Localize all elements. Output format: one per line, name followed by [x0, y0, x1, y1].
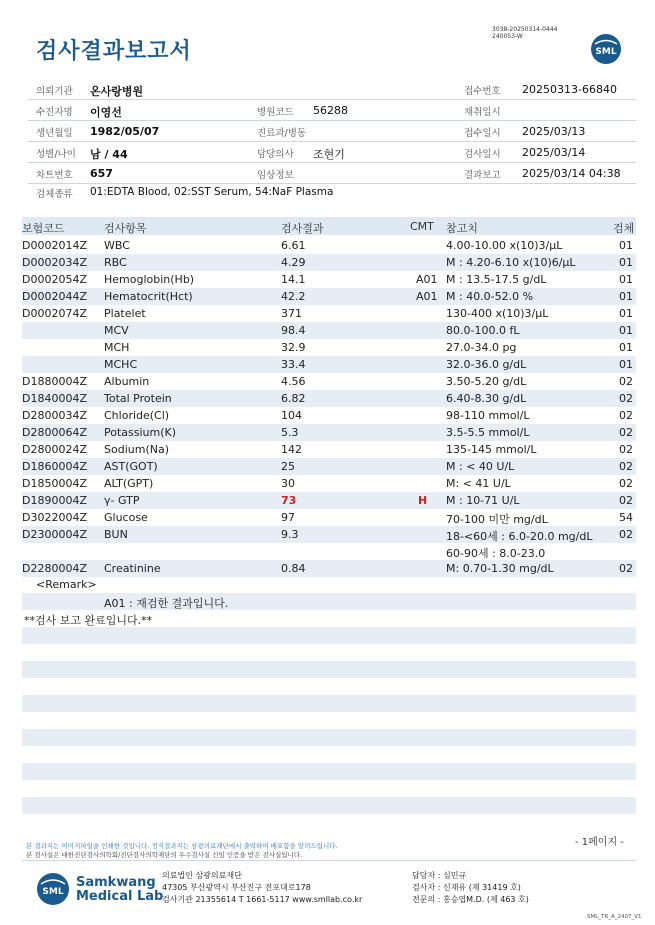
footer-divider: [22, 860, 636, 861]
report-date-label: 결과보고: [464, 170, 501, 181]
cell-reference: M : < 40 U/L: [446, 460, 515, 473]
cell-result: 32.9: [281, 341, 306, 354]
cell-code: D2300004Z: [22, 528, 87, 541]
blank-row: [22, 661, 636, 678]
footer-note-2: 본 검사실은 대한진단검사의학회/진단검사의학재단의 우수검사실 신임 인증을 받은 검사실입니다.: [26, 851, 303, 859]
footer-address: [162, 870, 362, 906]
cell-test-name: MCH: [104, 341, 130, 354]
cell-result: 9.3: [281, 528, 299, 541]
cell-result: 30: [281, 477, 295, 490]
cell-reference: 6.40-8.30 g/dL: [446, 392, 527, 405]
org-name-line-2: Medical Lab: [76, 889, 164, 904]
cell-test-name: Creatinine: [104, 562, 161, 575]
specimen-value: 01:EDTA Blood, 02:SST Serum, 54:NaF Plasma: [90, 186, 334, 198]
table-row: [22, 526, 636, 543]
blank-row: [22, 729, 636, 746]
table-row: [22, 237, 636, 254]
cell-test-name: WBC: [104, 239, 130, 252]
table-row: [22, 475, 636, 492]
cell-cmt: H: [418, 494, 428, 507]
cell-result: 0.84: [281, 562, 306, 575]
col-header-cmt: CMT: [410, 220, 434, 233]
barcode-line-2: 240053-W: [492, 33, 523, 40]
cell-reference: M : 13.5-17.5 g/dL: [446, 273, 547, 286]
col-header-test: 검사항목: [104, 222, 147, 235]
report-date-value: 2025/03/14 04:38: [522, 167, 621, 180]
table-row: [22, 543, 636, 560]
cell-reference: M: 0.70-1.30 mg/dL: [446, 562, 554, 575]
reception-no-value: 20250313-66840: [522, 83, 617, 96]
dob-value: 1982/05/07: [90, 125, 160, 138]
reception-no-label: 접수번호: [464, 86, 501, 97]
staff-line-3: 전문의 : 홍승엽M.D. (제 463 호): [412, 895, 529, 904]
blank-row: [22, 695, 636, 712]
cell-result: 14.1: [281, 273, 306, 286]
cell-specimen: 01: [619, 307, 633, 320]
cell-cmt: A01: [416, 290, 438, 303]
cell-reference: M: < 41 U/L: [446, 477, 511, 490]
chart-no-value: 657: [90, 167, 113, 180]
cell-reference: 3.5-5.5 mmol/L: [446, 426, 530, 439]
table-row: [22, 492, 636, 509]
cell-code: D0002054Z: [22, 273, 87, 286]
table-row: [22, 424, 636, 441]
col-header-specimen: 검체: [613, 222, 635, 235]
cell-code: D2280004Z: [22, 562, 87, 575]
cell-result: 97: [281, 511, 295, 524]
cell-result: 6.82: [281, 392, 306, 405]
info-row-6: [28, 182, 636, 202]
reception-date-value: 2025/03/13: [522, 125, 586, 138]
address-line-2: 47305 부산광역시 부산진구 전포대로178: [162, 883, 311, 892]
table-row: [22, 509, 636, 526]
hospital-label: 의뢰기관: [36, 86, 73, 97]
sex-age-label: 성별/나이: [36, 149, 76, 160]
complete-text: **검사 보고 완료입니다.**: [24, 614, 153, 627]
cell-test-name: Hematocrit(Hct): [104, 290, 193, 303]
cell-specimen: 02: [619, 426, 633, 439]
cell-test-name: AST(GOT): [104, 460, 158, 473]
test-date-value: 2025/03/14: [522, 146, 586, 159]
cell-code: D1860004Z: [22, 460, 87, 473]
remark-text: A01 : 재검한 결과입니다.: [104, 597, 229, 610]
cell-specimen: 01: [619, 341, 633, 354]
table-row: [22, 322, 636, 339]
hospital-code-label: 병원코드: [257, 107, 294, 118]
doctor-label: 담당의사: [257, 149, 294, 160]
sml-footer-logo-icon: [36, 872, 70, 906]
info-row-5: [28, 163, 636, 184]
collection-date-label: 채취일시: [464, 107, 501, 118]
cell-specimen: 02: [619, 443, 633, 456]
cell-test-name: ALT(GPT): [104, 477, 154, 490]
doctor-value: 조현기: [313, 148, 345, 161]
table-row: [22, 305, 636, 322]
cell-reference: M : 40.0-52.0 %: [446, 290, 534, 303]
cell-test-name: Total Protein: [104, 392, 172, 405]
dept-label: 진료과/병동: [257, 128, 307, 139]
blank-row: [22, 763, 636, 780]
cell-result: 25: [281, 460, 295, 473]
patient-value: 이영선: [90, 106, 122, 119]
footer-org-name: [76, 876, 163, 904]
cell-cmt: A01: [416, 273, 438, 286]
info-row-1: [28, 79, 636, 100]
reception-date-label: 접수일시: [464, 128, 501, 139]
cell-reference: 70-100 미만 mg/dL: [446, 513, 548, 526]
info-row-2: [28, 100, 636, 121]
cell-reference: 60-90세 : 8.0-23.0: [446, 547, 546, 560]
cell-reference: 135-145 mmol/L: [446, 443, 537, 456]
cell-reference: M : 4.20-6.10 x(10)6/μL: [446, 256, 576, 269]
cell-code: D1850004Z: [22, 477, 87, 490]
dob-label: 생년월일: [36, 128, 73, 139]
col-header-ref: 참고치: [446, 222, 478, 235]
cell-reference: 4.00-10.00 x(10)3/μL: [446, 239, 563, 252]
cell-reference: 18-<60세 : 6.0-20.0 mg/dL: [446, 530, 593, 543]
hospital-code-value: 56288: [313, 104, 348, 117]
cell-result: 4.56: [281, 375, 306, 388]
table-row: [22, 458, 636, 475]
cell-code: D0002074Z: [22, 307, 87, 320]
cell-reference: 130-400 x(10)3/μL: [446, 307, 549, 320]
sex-age-value: 남 / 44: [90, 148, 128, 161]
cell-test-name: Sodium(Na): [104, 443, 169, 456]
cell-specimen: 01: [619, 256, 633, 269]
remark-row: [22, 576, 636, 593]
cell-test-name: Glucose: [104, 511, 148, 524]
sml-logo-icon: [590, 33, 622, 65]
cell-test-name: Hemoglobin(Hb): [104, 273, 195, 286]
cell-specimen: 02: [619, 528, 633, 541]
svg-text:SML: SML: [595, 47, 617, 57]
info-row-4: [28, 142, 636, 163]
cell-result: 42.2: [281, 290, 306, 303]
cell-reference: 32.0-36.0 g/dL: [446, 358, 527, 371]
cell-code: D2800064Z: [22, 426, 87, 439]
table-row: [22, 407, 636, 424]
cell-specimen: 01: [619, 358, 633, 371]
cell-test-name: Albumin: [104, 375, 150, 388]
cell-reference: 98-110 mmol/L: [446, 409, 530, 422]
blank-row: [22, 627, 636, 644]
cell-specimen: 02: [619, 494, 633, 507]
cell-result: 4.29: [281, 256, 306, 269]
cell-specimen: 01: [619, 324, 633, 337]
cell-test-name: Chloride(Cl): [104, 409, 170, 422]
svg-text:SML: SML: [42, 887, 64, 897]
cell-test-name: Platelet: [104, 307, 146, 320]
doc-version: SML_TR_A_2407_V1: [587, 914, 642, 920]
cell-reference: 3.50-5.20 g/dL: [446, 375, 527, 388]
report-title: 검사결과보고서: [36, 39, 192, 64]
cell-specimen: 54: [619, 511, 633, 524]
remark-text-row: [22, 593, 636, 610]
cell-test-name: γ- GTP: [104, 494, 140, 507]
cell-code: D2800024Z: [22, 443, 87, 456]
staff-line-1: 담당자 : 심민규: [412, 871, 467, 880]
cell-result: 142: [281, 443, 302, 456]
cell-code: D1880004Z: [22, 375, 87, 388]
cell-test-name: BUN: [104, 528, 128, 541]
col-header-result: 검사결과: [281, 222, 324, 235]
cell-code: D1890004Z: [22, 494, 87, 507]
table-row: [22, 390, 636, 407]
barcode-line-1: 3038-20250314-0444: [492, 26, 558, 33]
results-table-header: [22, 217, 636, 235]
cell-result: 98.4: [281, 324, 306, 337]
cell-code: D1840004Z: [22, 392, 87, 405]
table-row: [22, 254, 636, 271]
cell-result: 6.61: [281, 239, 306, 252]
cell-specimen: 01: [619, 273, 633, 286]
page-number: - 1페이지 -: [575, 837, 624, 848]
table-row: [22, 373, 636, 390]
cell-code: D3022004Z: [22, 511, 87, 524]
chart-no-label: 차트번호: [36, 170, 73, 181]
cell-specimen: 02: [619, 409, 633, 422]
hospital-value: 온사랑병원: [90, 85, 144, 98]
cell-code: D2800034Z: [22, 409, 87, 422]
remark-label: <Remark>: [36, 578, 97, 591]
cell-code: D0002014Z: [22, 239, 87, 252]
staff-line-2: 검사자 : 신재유 (제 31419 호): [412, 883, 521, 892]
cell-test-name: MCV: [104, 324, 129, 337]
table-row: [22, 339, 636, 356]
org-name-line-1: Samkwang: [76, 875, 156, 890]
cell-specimen: 02: [619, 392, 633, 405]
patient-label: 수진자명: [36, 107, 73, 118]
table-row: [22, 560, 636, 577]
barcode-text: [492, 26, 557, 40]
cell-test-name: MCHC: [104, 358, 138, 371]
cell-specimen: 02: [619, 477, 633, 490]
table-row: [22, 271, 636, 288]
cell-specimen: 02: [619, 562, 633, 575]
cell-test-name: Potassium(K): [104, 426, 177, 439]
test-date-label: 검사일시: [464, 149, 501, 160]
blank-row: [22, 797, 636, 814]
address-line-1: 의료법인 삼광의료재단: [162, 871, 242, 880]
info-row-3: [28, 121, 636, 142]
complete-row: [22, 610, 636, 627]
clinical-label: 임상정보: [257, 170, 294, 181]
table-row: [22, 288, 636, 305]
cell-code: D0002044Z: [22, 290, 87, 303]
address-line-3: 검사기관 21355614 T 1661-5117 www.smllab.co.kr: [162, 895, 363, 904]
cell-reference: 27.0-34.0 pg: [446, 341, 517, 354]
cell-reference: M : 10-71 U/L: [446, 494, 520, 507]
cell-result: 5.3: [281, 426, 299, 439]
cell-code: D0002034Z: [22, 256, 87, 269]
cell-result: 104: [281, 409, 302, 422]
footer-note-1: 본 결과지는 이미지파일을 인쇄한 것입니다. 정식결과지는 삼광의료재단에서 출력하여 배포함을 알려드립니다.: [26, 842, 338, 850]
cell-result: 33.4: [281, 358, 306, 371]
cell-specimen: 01: [619, 239, 633, 252]
cell-specimen: 02: [619, 375, 633, 388]
table-row: [22, 441, 636, 458]
specimen-label: 검체종류: [36, 189, 73, 200]
footer-staff: [412, 870, 529, 906]
col-header-code: 보험코드: [22, 222, 65, 235]
cell-specimen: 02: [619, 460, 633, 473]
cell-specimen: 01: [619, 290, 633, 303]
cell-reference: 80.0-100.0 fL: [446, 324, 520, 337]
cell-result: 73: [281, 494, 297, 507]
cell-result: 371: [281, 307, 302, 320]
table-row: [22, 356, 636, 373]
cell-test-name: RBC: [104, 256, 127, 269]
